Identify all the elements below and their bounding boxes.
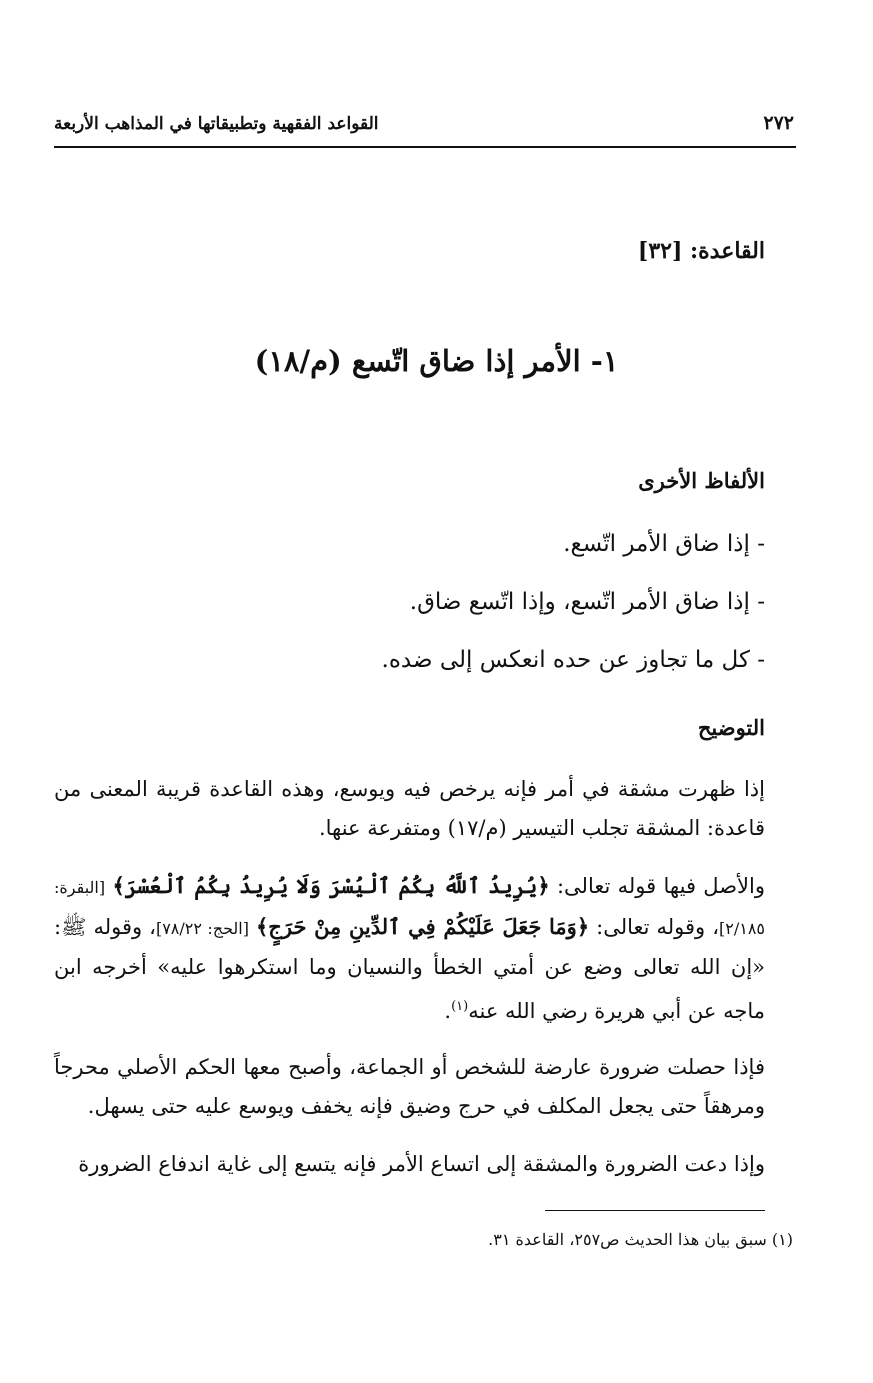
quran-verse-2: ﴿وَمَا جَعَلَ عَلَيْكُمْ فِي ٱلدِّينِ مِنْ حَرَجٍ﴾ xyxy=(256,914,590,939)
explanation-heading: التوضيح xyxy=(697,715,765,740)
footnote-marker: (١) xyxy=(451,999,469,1014)
other-wordings-list xyxy=(382,515,765,689)
rule-label: القاعدة: [٣٢] xyxy=(637,238,765,264)
running-header xyxy=(54,106,796,148)
list-item: - إذا ضاق الأمر اتّسع. xyxy=(563,531,765,557)
explanation-paragraph-4: وإذا دعت الضرورة والمشقة إلى اتساع الأمر فإنه يتسع إلى غاية اندفاع الضرورة xyxy=(78,1152,765,1176)
rule-title: ١- الأمر إذا ضاق اتّسع (م/١٨) xyxy=(254,344,619,378)
list-item: - كل ما تجاوز عن حده انعكس إلى ضده. xyxy=(381,647,765,673)
paragraph-text: . xyxy=(444,999,452,1023)
other-wordings-heading: الألفاظ الأخرى xyxy=(638,468,765,493)
verse-reference-1: [البقرة: ٢/١٨٥] xyxy=(54,878,765,938)
verse-reference-2: [الحج: ٧٨/٢٢] xyxy=(155,919,249,938)
list-item: - إذا ضاق الأمر اتّسع، وإذا اتّسع ضاق. xyxy=(409,589,765,615)
page-number: ٢٧٢ xyxy=(763,112,794,134)
explanation-paragraph-1: إذا ظهرت مشقة في أمر فإنه يرخص فيه ويوسع، وهذه القاعدة قريبة المعنى من قاعدة: المشقة تجلب التيسير (م/١٧) ومتفرعة عنها. xyxy=(54,777,765,840)
paragraph-text: والأصل فيها قوله تعالى: xyxy=(549,874,765,898)
explanation-paragraph-3: فإذا حصلت ضرورة عارضة للشخص أو الجماعة، وأصبح معها الحكم الأصلي محرجاً ومرهقاً حتى يجعل المكلف في حرج وضيق فإنه يخفف ويوسع عليه حتى يسهل. xyxy=(54,1055,765,1118)
hadith-text: ، وقوله ﷺ: «إن الله تعالى وضع عن أمتي الخطأ والنسيان وما استكرهوا عليه» أخرجه ابن ماجه عن أبي هريرة رضي الله عنه xyxy=(54,915,765,1023)
paragraph-text: ، وقوله تعالى: xyxy=(589,915,719,939)
footnote: (١) سبق بيان هذا الحديث ص٢٥٧، القاعدة ٣١. xyxy=(488,1230,793,1249)
quran-verse-1: ﴿يُرِيدُ ٱللَّهُ بِكُمُ ٱلْيُسْرَ وَلَا يُرِيدُ بِكُمُ ٱلْعُسْرَ﴾ xyxy=(112,873,550,898)
footnote-divider xyxy=(545,1210,765,1211)
book-title: القواعد الفقهية وتطبيقاتها في المذاهب الأربعة xyxy=(54,114,379,134)
explanation-paragraph-2 xyxy=(54,866,765,1031)
